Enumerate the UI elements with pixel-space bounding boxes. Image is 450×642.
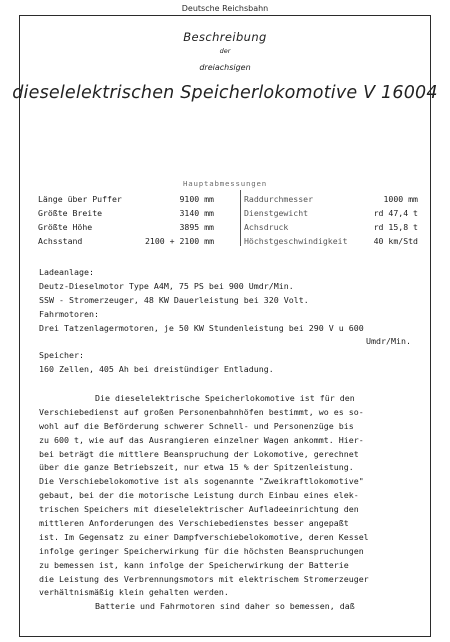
body-line: ist. Im Gegensatz zu einer Dampfverschiebelokomotive, deren Kessel (39, 531, 369, 542)
body-line: Verschiebedienst auf großen Personenbahnhöfen bestimmt, wo es so- (39, 406, 364, 417)
dim-label: Größte Höhe (38, 222, 93, 232)
body-line: wohl auf die Beförderung schwerer Schnell- und Personenzüge bis (39, 420, 354, 431)
title-beschreibung: Beschreibung (183, 30, 267, 44)
spec-line: Speicher: (39, 350, 84, 361)
spec-line: Fahrmotoren: (39, 308, 99, 319)
dim-value-right: 40 km/Std (373, 236, 418, 246)
spec-line: Ladeanlage: (39, 267, 94, 277)
spec-line: Umdr/Min. (366, 336, 411, 347)
title-main: dieselelektrischen Speicherlokomotive V 16004 (12, 83, 438, 103)
dim-value: 3895 mm (179, 222, 214, 232)
dim-label: Länge über Puffer (38, 194, 122, 204)
dim-label: Achsstand (38, 236, 83, 246)
dimension-row (38, 206, 418, 220)
spec-line: Deutz-Dieselmotor Type A4M, 75 PS bei 900 Umdr/Min. (39, 280, 294, 291)
dim-label-right: Höchstgeschwindigkeit (244, 236, 348, 246)
dimension-row (38, 234, 418, 248)
body-line: infolge geringer Speicherwirkung für die höchsten Beanspruchungen (39, 545, 364, 556)
dimension-row (38, 220, 418, 234)
dim-value: 9100 mm (179, 194, 214, 204)
body-text (39, 392, 411, 614)
title-dreiachsigen: dreiachsigen (199, 63, 251, 72)
body-line: über die ganze Betriebszeit, nur etwa 15 % der Spitzenleistung. (39, 462, 354, 473)
dim-value-right: rd 47,4 t (373, 208, 418, 218)
dim-label-right: Raddurchmesser (244, 194, 314, 204)
body-line: verhältnismäßig klein gehalten werden. (39, 587, 229, 598)
dimensions-heading: Hauptabmessungen (183, 179, 267, 188)
dim-value-right: 1000 mm (383, 194, 418, 204)
column-divider (240, 190, 241, 246)
body-line: zu 600 t, wie auf das Ausrangieren einzelner Wagen ankommt. Hier- (39, 434, 364, 445)
railway-header: Deutsche Reichsbahn (181, 4, 269, 13)
body-line: bei beträgt die mittlere Beanspruchung der Lokomotive, gerechnet (39, 448, 359, 459)
body-line: Die dieselelektrische Speicherlokomotive ist für den (95, 393, 355, 403)
dim-value: 2100 + 2100 mm (144, 236, 214, 246)
specs-section (39, 266, 411, 377)
spec-line: 160 Zellen, 405 Ah bei dreistündiger Entladung. (39, 364, 274, 375)
dimensions-table (38, 192, 418, 248)
body-line: trischen Speichers mit dieselelektrischer Aufladeeinrichtung den (39, 504, 359, 515)
body-line: gebaut, bei der die motorische Leistung durch Einbau eines elek- (39, 490, 359, 501)
body-line: Die Verschiebelokomotive ist als sogenannte "Zweikraftlokomotive" (39, 476, 364, 487)
body-line: die Leistung des Verbrennungsmotors mit elektrischem Stromerzeuger (39, 573, 369, 584)
body-line: zu bemessen ist, kann infolge der Speicherwirkung der Batterie (39, 559, 349, 570)
body-line: Batterie und Fahrmotoren sind daher so bemessen, daß (95, 601, 355, 612)
dim-label: Größte Breite (38, 208, 103, 218)
body-line: mittleren Anforderungen des Verschiebedienstes besser angepaßt (39, 518, 349, 529)
dim-label-right: Achsdruck (244, 222, 289, 232)
dim-label-right: Dienstgewicht (244, 208, 309, 218)
dim-value: 3140 mm (179, 208, 214, 218)
spec-line: Drei Tatzenlagermotoren, je 50 KW Stundenleistung bei 290 V u 600 (39, 322, 364, 333)
dim-value-right: rd 15,8 t (373, 222, 418, 232)
dimension-row (38, 192, 418, 206)
title-der: der (219, 47, 231, 55)
spec-line: SSW - Stromerzeuger, 48 KW Dauerleistung bei 320 Volt. (39, 294, 309, 305)
